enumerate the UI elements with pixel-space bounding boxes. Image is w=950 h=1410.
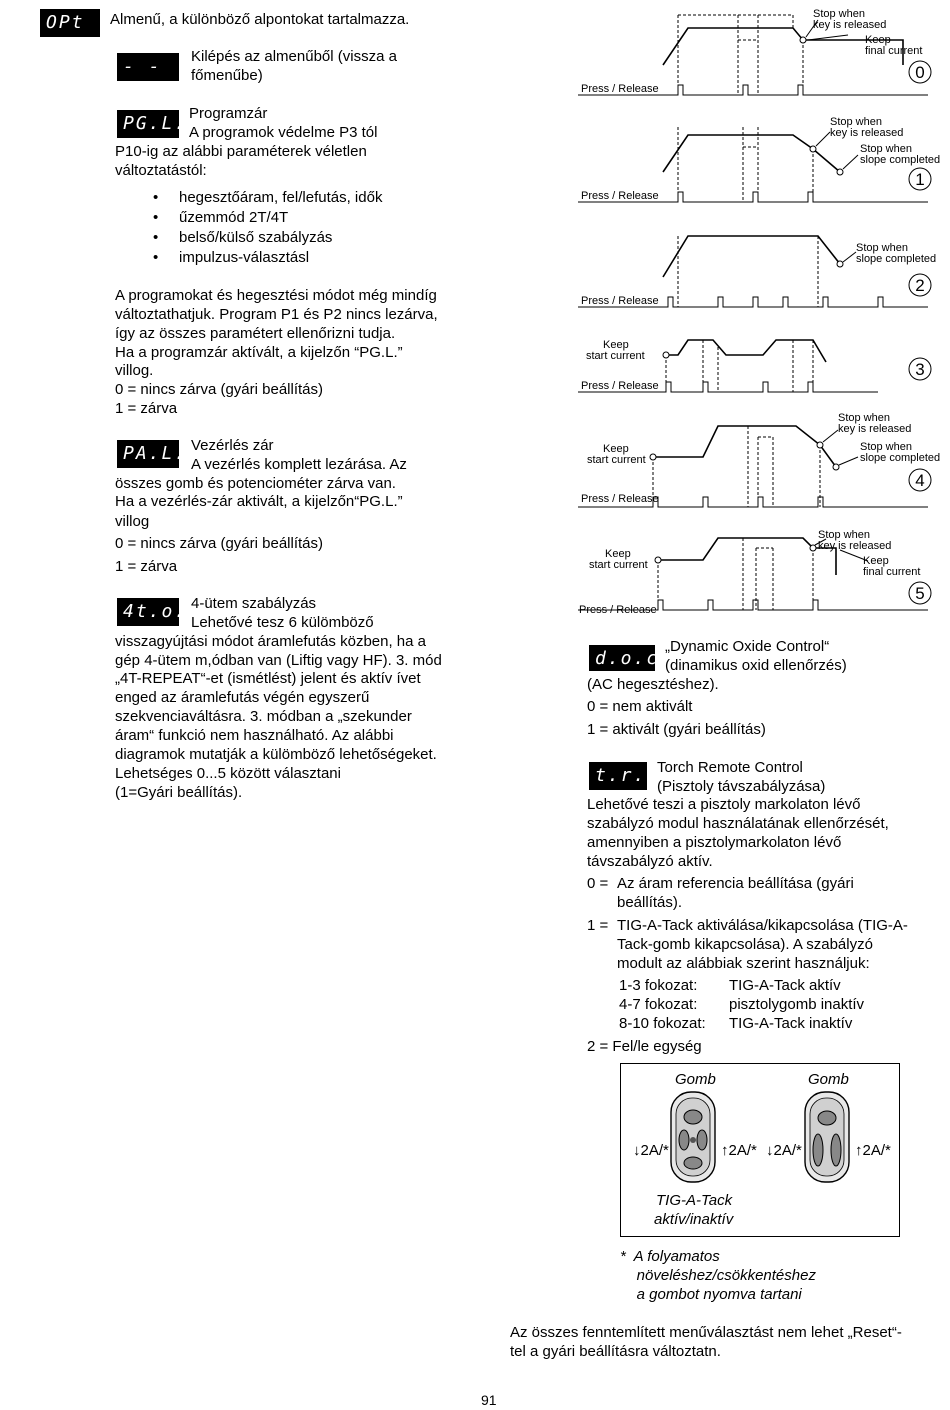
- diagram-0: [578, 8, 931, 95]
- doc-display: d.o.c.: [589, 645, 655, 671]
- exit-line-1: Kilépés az almenűből (vissza a: [191, 48, 397, 65]
- d2-press: Press / Release: [581, 295, 659, 307]
- fto-line-10: (1=Gyári beállítás).: [115, 784, 243, 801]
- trc-level-key: 8-10 fokozat:: [619, 1015, 706, 1032]
- fto-display: 4t.o.: [117, 598, 179, 626]
- pal-line-3: Ha a vezérlés-zár aktivált, a kijelzőn“PG.L.”: [115, 493, 403, 510]
- pgl-para-1: A programokat és hegesztési módot még mindíg: [115, 287, 437, 304]
- trc-line-2: (Pisztoly távszabályzása): [657, 778, 826, 795]
- doc-opt-1: 1 = aktivált (gyári beállítás): [587, 721, 766, 738]
- d1-number: 1: [915, 170, 925, 189]
- fto-line-6: szekvenciaváltásra. 3. módban a „szekunder: [115, 708, 412, 725]
- pgl-para-5: villog.: [115, 362, 154, 379]
- trc-opt0-line-1: Az áram referencia beállítása (gyári: [617, 875, 854, 892]
- trc-opt0-num: 0 =: [587, 875, 609, 892]
- trc-opt1-line-2: Tack-gomb kikapcsolása). A szabályzó: [617, 936, 873, 953]
- fto-title: 4-ütem szabályzás: [191, 595, 317, 612]
- d2-stop-slope-1: Stop when: [856, 242, 908, 254]
- exit-display: - - _: [117, 53, 179, 81]
- trc-level-val: TIG-A-Tack inaktív: [729, 1015, 853, 1032]
- d3-press: Press / Release: [581, 380, 659, 392]
- timing-diagrams: [578, 0, 948, 620]
- d1-stop-rel-1: Stop when: [830, 116, 882, 128]
- footnote-line-3: a gombot nyomva tartani: [620, 1286, 802, 1303]
- right-down-label: ↓2A/*: [766, 1142, 802, 1159]
- fto-line-2: visszagyújtási módot áramlefutás közben, ha a: [115, 633, 426, 650]
- fto-line-5: enged az áramlefutás végén egyszerű: [115, 689, 370, 706]
- d5-keep-2: final current: [863, 566, 921, 578]
- d4-stop-slope-2: slope completed: [860, 452, 941, 464]
- pgl-para-2: változtathatjuk. Program P1 és P2 nincs lezárva,: [115, 306, 438, 323]
- d5-stop-rel-2: key is released: [818, 540, 892, 552]
- fto-line-8: diagramok mutatják a külömböző lehetőségeket.: [115, 746, 437, 763]
- footnote-line-1: * A folyamatos: [620, 1248, 720, 1265]
- d1-press: Press / Release: [581, 190, 659, 202]
- pal-display: PA.L.: [117, 440, 179, 468]
- d5-press: Press / Release: [579, 604, 657, 616]
- fto-line-3: gép 4-ütem m,ódban van (Liftig vagy HF). 3. mód: [115, 652, 442, 669]
- doc-line-3: (AC hegesztéshez).: [587, 676, 719, 693]
- trc-level-key: 4-7 fokozat:: [619, 996, 698, 1013]
- diagram-5: [578, 529, 931, 616]
- trc-level-val: TIG-A-Tack aktív: [729, 977, 841, 994]
- trc-opt1-line-1: TIG-A-Tack aktiválása/kikapcsolása (TIG-A-: [617, 917, 908, 934]
- right-up-label: ↑2A/*: [855, 1142, 891, 1159]
- d0-stop-rel-1: Stop when: [813, 8, 865, 20]
- remote-figure: [620, 1063, 900, 1237]
- d0-keep-1: Keep: [865, 34, 891, 46]
- trc-line-3: Lehetővé teszi a pisztoly markolaton lévő: [587, 796, 861, 813]
- d5-keep-start-1: Keep: [605, 548, 631, 560]
- d5-keep-1: Keep: [863, 555, 889, 567]
- page-number: 91: [481, 1392, 497, 1408]
- trc-line-5: amennyiben a pisztolymarkolaton lévő: [587, 834, 842, 851]
- remote-drawings: [621, 1088, 899, 1188]
- diagram-1: [578, 116, 940, 202]
- pgl-line-3: változtatástól:: [115, 162, 207, 179]
- doc-line-1: „Dynamic Oxide Control“: [665, 638, 830, 655]
- d4-stop-slope-1: Stop when: [860, 441, 912, 453]
- pgl-para-4: Ha a programzár aktívált, a kijelzőn “PG.L.”: [115, 344, 403, 361]
- d4-stop-rel-1: Stop when: [838, 412, 890, 424]
- pal-opt-1: 1 = zárva: [115, 558, 178, 575]
- doc-opt-0: 0 = nem aktivált: [587, 698, 693, 715]
- diagram-3: [578, 339, 931, 392]
- fto-line-1: Lehetővé tesz 6 külömböző: [191, 614, 374, 631]
- closing-line-2: tel a gyári beállításra változtatn.: [510, 1343, 721, 1360]
- trc-display: t.r.c: [589, 762, 647, 790]
- d3-keep-2: start current: [586, 350, 645, 362]
- pgl-display: PG.L.: [117, 110, 179, 138]
- figure-caption-1: TIG-A-Tack: [656, 1192, 733, 1209]
- opt-display: OPt: [40, 9, 100, 37]
- d4-keep-2: start current: [587, 454, 646, 466]
- fto-line-7: áram“ funkció nem használható. Az alábbi: [115, 727, 394, 744]
- pgl-bullet-list: [153, 188, 382, 268]
- trc-level-key: 1-3 fokozat:: [619, 977, 698, 994]
- d2-stop-slope-2: slope completed: [856, 253, 937, 265]
- remote-right: [805, 1092, 849, 1182]
- fto-line-4: „4T-REPEAT“-et (ismétlést) jelent és aktív ívet: [115, 670, 421, 687]
- d4-keep-1: Keep: [603, 443, 629, 455]
- trc-opt-2: 2 = Fel/le egység: [587, 1038, 702, 1055]
- pgl-line-2: P10-ig az alábbi paraméterek véletlen: [115, 143, 367, 160]
- d0-number: 0: [915, 63, 925, 82]
- fto-line-9: Lehetséges 0...5 között választani: [115, 765, 341, 782]
- left-up-label: ↑2A/*: [721, 1142, 757, 1159]
- pgl-bullet: • hegesztőáram, fel/lefutás, idők: [153, 188, 382, 208]
- pal-opt-0: 0 = nincs zárva (gyári beállítás): [115, 535, 324, 552]
- closing-line-1: Az összes fenntemlített menűválasztást nem lehet „Reset“-: [510, 1324, 902, 1341]
- left-down-label: ↓2A/*: [633, 1142, 669, 1159]
- diagram-2: [578, 236, 936, 307]
- pgl-bullet: • belső/külső szabályzás: [153, 228, 382, 248]
- trc-line-4: szabályzó modul használatának ellenőrzését,: [587, 815, 889, 832]
- pal-line-2: összes gomb és potenciométer zárva van.: [115, 475, 396, 492]
- trc-level-val: pisztolygomb inaktív: [729, 996, 865, 1013]
- trc-opt0-line-2: beállítás).: [617, 894, 683, 911]
- d0-press: Press / Release: [581, 83, 659, 95]
- d2-number: 2: [915, 276, 925, 295]
- d4-press: Press / Release: [581, 493, 659, 505]
- gomb-right-label: Gomb: [808, 1071, 849, 1088]
- pgl-line-1: A programok védelme P3 tól: [189, 124, 378, 141]
- pgl-para-3: így az összes paramétert ellenőrizni tudja.: [115, 325, 396, 342]
- d1-stop-slope-1: Stop when: [860, 143, 912, 155]
- pgl-title: Programzár: [189, 105, 268, 122]
- trc-opt1-line-3: modult az alábbiak szerint használjuk:: [617, 955, 870, 972]
- d1-stop-rel-2: key is released: [830, 127, 904, 139]
- pal-line-4: villog: [115, 513, 150, 530]
- pal-line-1: A vezérlés komplett lezárása. Az: [191, 456, 407, 473]
- d1-stop-slope-2: slope completed: [860, 154, 941, 166]
- d5-stop-rel-1: Stop when: [818, 529, 870, 541]
- exit-line-2: főmenűbe): [191, 67, 263, 84]
- footnote-line-2: növeléshez/csökkentéshez: [620, 1267, 816, 1284]
- doc-line-2: (dinamikus oxid ellenőrzés): [665, 657, 847, 674]
- pal-title: Vezérlés zár: [191, 437, 274, 454]
- gomb-left-label: Gomb: [675, 1071, 716, 1088]
- d5-keep-start-2: start current: [589, 559, 648, 571]
- opt-text: Almenű, a különböző alpontokat tartalmazza.: [110, 11, 410, 28]
- d3-keep-1: Keep: [603, 339, 629, 351]
- d4-stop-rel-2: key is released: [838, 423, 912, 435]
- figure-caption-2: aktív/inaktív: [654, 1211, 734, 1228]
- d4-number: 4: [915, 471, 925, 490]
- pgl-para-6: 0 = nincs zárva (gyári beállítás): [115, 381, 324, 398]
- pgl-bullet: • impulzus-választásl: [153, 248, 382, 268]
- trc-opt1-num: 1 =: [587, 917, 609, 934]
- pgl-para-7: 1 = zárva: [115, 400, 178, 417]
- d3-number: 3: [915, 360, 925, 379]
- trc-line-1: Torch Remote Control: [657, 759, 803, 776]
- pgl-bullet: • űzemmód 2T/4T: [153, 208, 382, 228]
- remote-left: [671, 1092, 715, 1182]
- trc-line-6: távszabályzó aktív.: [587, 853, 713, 870]
- diagram-4: [578, 412, 940, 507]
- d0-keep-2: final current: [865, 45, 923, 57]
- d5-number: 5: [915, 584, 925, 603]
- d0-stop-rel-2: key is released: [813, 19, 887, 31]
